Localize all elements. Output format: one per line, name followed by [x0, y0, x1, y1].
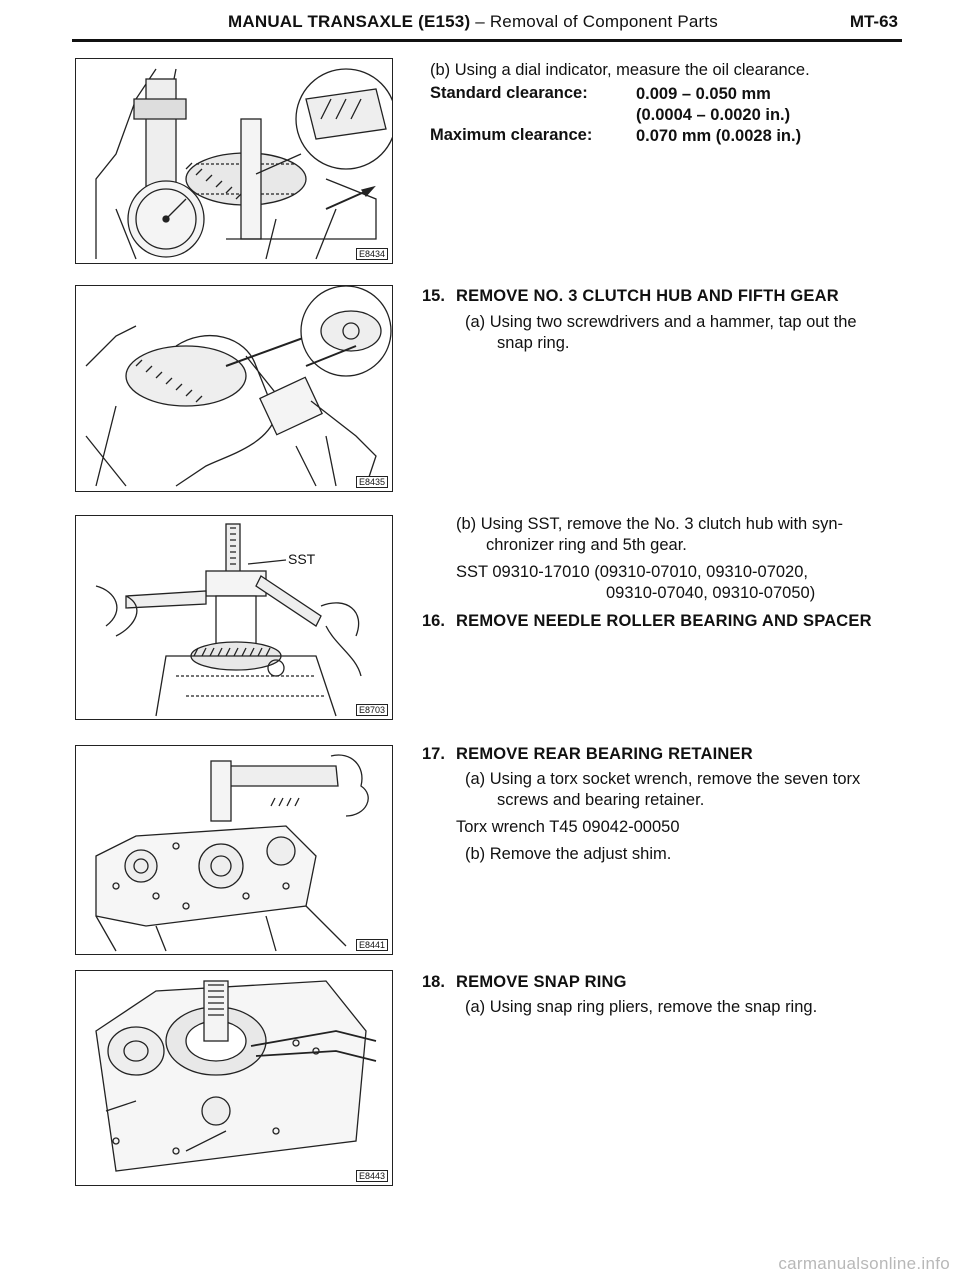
standard-clearance-value-inches: (0.0004 – 0.0020 in.)	[636, 106, 791, 124]
step-17a-line1: (a) Using a torx socket wrench, remove the seven torx	[465, 770, 861, 788]
step-15a-line1: (a) Using two screwdrivers and a hammer, tap out the	[465, 313, 857, 331]
standard-clearance-label: Standard clearance:	[430, 84, 588, 102]
step-16-number: 16.	[422, 612, 445, 630]
figure-sst-remove-hub	[75, 515, 393, 720]
page-number: MT-63	[849, 12, 898, 31]
step-15b-line2: chronizer ring and 5th gear.	[486, 536, 687, 554]
step-14b-text: (b) Using a dial indicator, measure the oil clearance.	[430, 61, 810, 79]
step-18-number: 18.	[422, 973, 445, 991]
step-17-title: REMOVE REAR BEARING RETAINER	[456, 745, 753, 763]
step-15-title: REMOVE NO. 3 CLUTCH HUB AND FIFTH GEAR	[456, 287, 839, 305]
step-18a-text: (a) Using snap ring pliers, remove the snap ring.	[465, 998, 818, 1016]
standard-clearance-value: 0.009 – 0.050 mm	[636, 85, 771, 103]
figure-snap-ring-pliers	[75, 970, 393, 1186]
step-16-title: REMOVE NEEDLE ROLLER BEARING AND SPACER	[456, 612, 872, 630]
watermark: carmanualsonline.info	[778, 1254, 950, 1273]
step-15-sst-line1: SST 09310-17010 (09310-07010, 09310-07020,	[456, 563, 808, 581]
sst-callout-label: SST	[288, 551, 316, 567]
step-17a-line2: screws and bearing retainer.	[497, 791, 705, 809]
figure-tap-snap-ring	[75, 285, 393, 492]
step-17b-text: (b) Remove the adjust shim.	[465, 845, 672, 863]
figure-torx-wrench	[75, 745, 393, 955]
figure-code: E8443	[356, 1170, 388, 1182]
step-15-number: 15.	[422, 287, 445, 305]
step-15a-line2: snap ring.	[497, 334, 570, 352]
figure-code: E8435	[356, 476, 388, 488]
step-15-sst-line2: 09310-07040, 09310-07050)	[606, 584, 816, 602]
maximum-clearance-label: Maximum clearance:	[430, 126, 593, 144]
figure-code: E8441	[356, 939, 388, 951]
maximum-clearance-value: 0.070 mm (0.0028 in.)	[636, 127, 802, 145]
step-17-torx-wrench: Torx wrench T45 09042-00050	[456, 818, 680, 836]
step-18-title: REMOVE SNAP RING	[456, 973, 627, 991]
page-title: MANUAL TRANSAXLE (E153) – Removal of Component Parts	[228, 12, 719, 31]
step-17-number: 17.	[422, 745, 445, 763]
figure-code: E8434	[356, 248, 388, 260]
step-15b-line1: (b) Using SST, remove the No. 3 clutch hub with syn-	[456, 515, 843, 533]
figure-dial-indicator	[75, 58, 393, 264]
page-header	[72, 10, 902, 42]
figure-code: E8703	[356, 704, 388, 716]
